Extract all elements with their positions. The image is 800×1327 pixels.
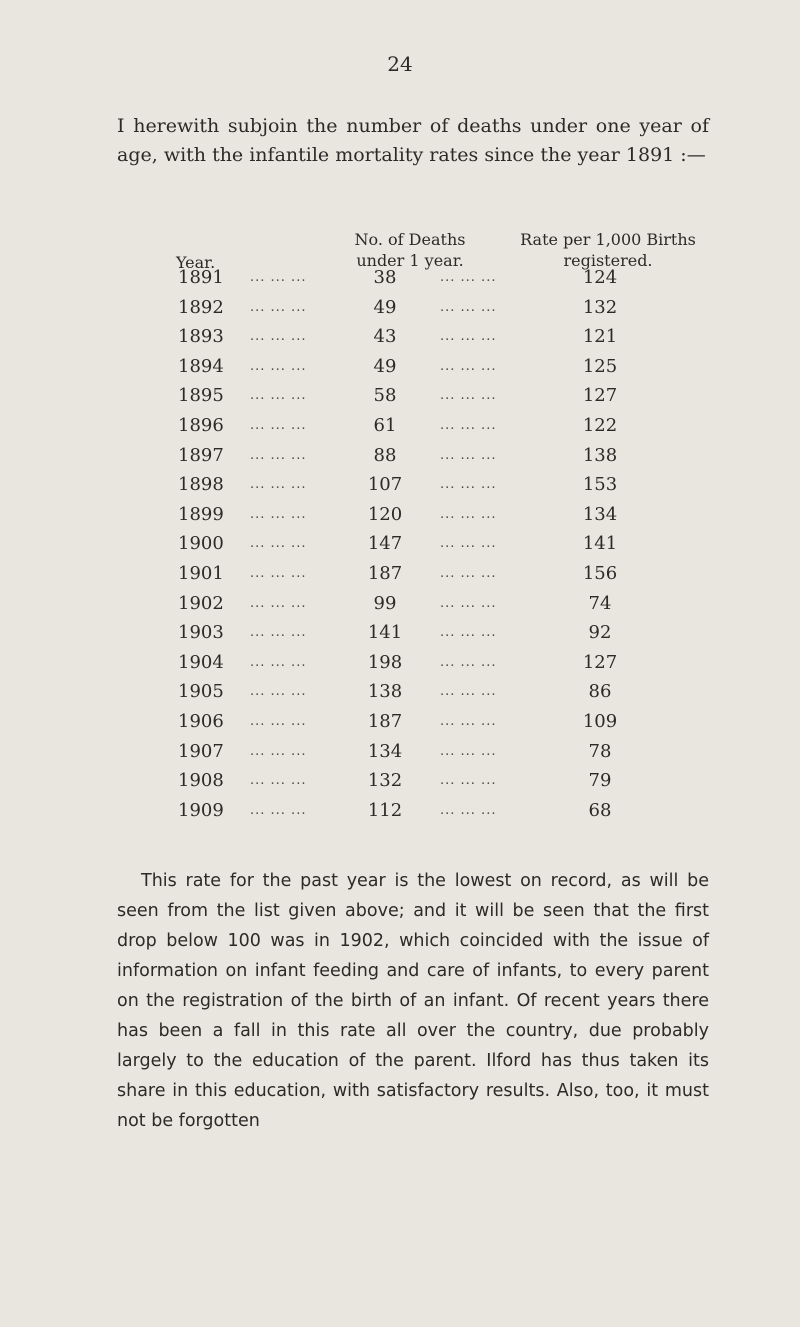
table-cell-rate: 74 bbox=[588, 592, 612, 614]
table-cell-deaths: 198 bbox=[367, 651, 403, 673]
table-cell-year: 1898 bbox=[178, 474, 224, 496]
table-row bbox=[0, 263, 800, 293]
table-row bbox=[0, 707, 800, 737]
table-cell-rate: 125 bbox=[582, 355, 618, 377]
table-cell-rate: 86 bbox=[588, 681, 612, 703]
table-cell-deaths: 187 bbox=[367, 711, 403, 732]
leader-dots: ... ... ... bbox=[250, 654, 307, 670]
table-row bbox=[0, 677, 800, 707]
table-cell-deaths: 134 bbox=[367, 740, 403, 762]
leader-dots: ... ... ... bbox=[250, 566, 307, 581]
table-cell-deaths: 141 bbox=[367, 622, 403, 644]
leader-dots: ... ... ... bbox=[440, 270, 497, 285]
table-row bbox=[0, 352, 800, 382]
table-cell-year: 1906 bbox=[178, 711, 224, 732]
leader-dots: ... ... ... bbox=[250, 447, 307, 463]
leader-dots: ... ... ... bbox=[250, 714, 307, 729]
table-row bbox=[0, 500, 800, 530]
table-cell-rate: 132 bbox=[582, 296, 618, 318]
leader-dots: ... ... ... bbox=[250, 802, 307, 818]
table-cell-year: 1904 bbox=[178, 651, 224, 673]
leader-dots: ... ... ... bbox=[250, 299, 307, 315]
table-cell-rate: 122 bbox=[582, 415, 618, 436]
table-cell-year: 1901 bbox=[178, 563, 224, 584]
column-header-rate-line2: registered. bbox=[563, 251, 653, 270]
table-cell-deaths: 58 bbox=[373, 385, 397, 407]
leader-dots: ... ... ... bbox=[440, 536, 497, 552]
table-cell-rate: 121 bbox=[582, 326, 618, 348]
table-row bbox=[0, 293, 800, 323]
table-row bbox=[0, 381, 800, 411]
leader-dots: ... ... ... bbox=[440, 802, 497, 818]
table-row bbox=[0, 618, 800, 648]
table-cell-rate: 127 bbox=[582, 385, 618, 407]
table-cell-rate: 127 bbox=[582, 651, 618, 673]
column-header-deaths-line1: No. of Deaths bbox=[354, 230, 466, 249]
leader-dots: ... ... ... bbox=[440, 654, 497, 670]
table-cell-rate: 79 bbox=[588, 770, 612, 792]
leader-dots: ... ... ... bbox=[250, 477, 307, 493]
table-cell-rate: 109 bbox=[582, 711, 618, 732]
leader-dots: ... ... ... bbox=[250, 625, 307, 641]
table-cell-deaths: 112 bbox=[367, 799, 403, 821]
table-row bbox=[0, 737, 800, 767]
table-cell-year: 1907 bbox=[178, 740, 224, 762]
table-row bbox=[0, 796, 800, 826]
table-cell-year: 1891 bbox=[178, 267, 224, 288]
column-header-deaths-line2: under 1 year. bbox=[356, 251, 464, 270]
table-cell-deaths: 187 bbox=[367, 563, 403, 584]
table-cell-rate: 78 bbox=[588, 740, 612, 762]
leader-dots: ... ... ... bbox=[440, 684, 497, 700]
leader-dots: ... ... ... bbox=[440, 447, 497, 463]
leader-dots: ... ... ... bbox=[440, 743, 497, 759]
leader-dots: ... ... ... bbox=[250, 536, 307, 552]
table-cell-year: 1897 bbox=[178, 444, 224, 466]
table-cell-deaths: 120 bbox=[367, 503, 403, 525]
leader-dots: ... ... ... bbox=[250, 270, 307, 285]
table-cell-deaths: 107 bbox=[367, 474, 403, 496]
column-header-year: Year. bbox=[176, 253, 216, 272]
leader-dots: ... ... ... bbox=[250, 388, 307, 404]
leader-dots: ... ... ... bbox=[250, 684, 307, 700]
table-cell-deaths: 99 bbox=[373, 592, 397, 614]
column-header-rate-line1: Rate per 1,000 Births bbox=[520, 230, 696, 249]
table-cell-deaths: 138 bbox=[367, 681, 403, 703]
leader-dots: ... ... ... bbox=[440, 773, 497, 789]
table-row bbox=[0, 559, 800, 589]
table-cell-rate: 141 bbox=[582, 533, 618, 555]
table-cell-rate: 153 bbox=[582, 474, 618, 496]
leader-dots: ... ... ... bbox=[440, 358, 497, 374]
table-row bbox=[0, 529, 800, 559]
table-cell-deaths: 38 bbox=[373, 267, 397, 288]
leader-dots: ... ... ... bbox=[250, 506, 307, 522]
table-cell-rate: 68 bbox=[588, 799, 612, 821]
table-cell-year: 1896 bbox=[178, 415, 224, 436]
table-cell-deaths: 49 bbox=[373, 296, 397, 318]
leader-dots: ... ... ... bbox=[250, 743, 307, 759]
leader-dots: ... ... ... bbox=[440, 566, 497, 581]
table-row bbox=[0, 441, 800, 471]
page-number: 24 bbox=[387, 52, 413, 76]
table-cell-year: 1902 bbox=[178, 592, 224, 614]
table-cell-deaths: 61 bbox=[373, 415, 397, 436]
table-cell-deaths: 147 bbox=[367, 533, 403, 555]
table-cell-year: 1905 bbox=[178, 681, 224, 703]
leader-dots: ... ... ... bbox=[440, 595, 497, 611]
leader-dots: ... ... ... bbox=[250, 595, 307, 611]
table-cell-year: 1909 bbox=[178, 799, 224, 821]
table-cell-rate: 156 bbox=[582, 563, 618, 584]
leader-dots: ... ... ... bbox=[440, 714, 497, 729]
table-row bbox=[0, 648, 800, 678]
leader-dots: ... ... ... bbox=[440, 329, 497, 345]
table-cell-rate: 138 bbox=[582, 444, 618, 466]
table-cell-year: 1903 bbox=[178, 622, 224, 644]
table-cell-deaths: 43 bbox=[373, 326, 397, 348]
table-cell-deaths: 49 bbox=[373, 355, 397, 377]
intro-paragraph: I herewith subjoin the number of deaths under one year of age, with the infantile mortality rates since the year 1891 :— bbox=[117, 115, 709, 166]
leader-dots: ... ... ... bbox=[440, 477, 497, 493]
table-cell-year: 1908 bbox=[178, 770, 224, 792]
table-cell-year: 1893 bbox=[178, 326, 224, 348]
leader-dots: ... ... ... bbox=[250, 329, 307, 345]
leader-dots: ... ... ... bbox=[250, 418, 307, 433]
leader-dots: ... ... ... bbox=[440, 418, 497, 433]
leader-dots: ... ... ... bbox=[250, 773, 307, 789]
closing-paragraph: This rate for the past year is the lowest on record, as will be seen from the list given above; and it will be seen that the first drop below 100 was in 1902, which coincided with the issue of information on infant feeding and care of infants, to every parent on the registration of the birth of an infant. Of recent years there has been a fall in this rate all over the country, due probably largely to the education of the parent. Ilford has thus taken its share in this education, with satisfactory results. Also, too, it must not be forgotten bbox=[117, 871, 709, 1131]
table-cell-year: 1899 bbox=[178, 503, 224, 525]
table-row bbox=[0, 322, 800, 352]
table-cell-year: 1892 bbox=[178, 296, 224, 318]
leader-dots: ... ... ... bbox=[440, 299, 497, 315]
table-cell-rate: 124 bbox=[582, 267, 618, 288]
table-cell-year: 1900 bbox=[178, 533, 224, 555]
table-row bbox=[0, 411, 800, 441]
table-cell-deaths: 88 bbox=[373, 444, 397, 466]
leader-dots: ... ... ... bbox=[440, 625, 497, 641]
leader-dots: ... ... ... bbox=[250, 358, 307, 374]
table-row bbox=[0, 470, 800, 500]
leader-dots: ... ... ... bbox=[440, 506, 497, 522]
table-cell-year: 1895 bbox=[178, 385, 224, 407]
table-cell-rate: 134 bbox=[582, 503, 618, 525]
table-cell-rate: 92 bbox=[588, 622, 612, 644]
table-row bbox=[0, 589, 800, 619]
table-cell-deaths: 132 bbox=[367, 770, 403, 792]
table-cell-year: 1894 bbox=[178, 355, 224, 377]
leader-dots: ... ... ... bbox=[440, 388, 497, 404]
table-row bbox=[0, 766, 800, 796]
